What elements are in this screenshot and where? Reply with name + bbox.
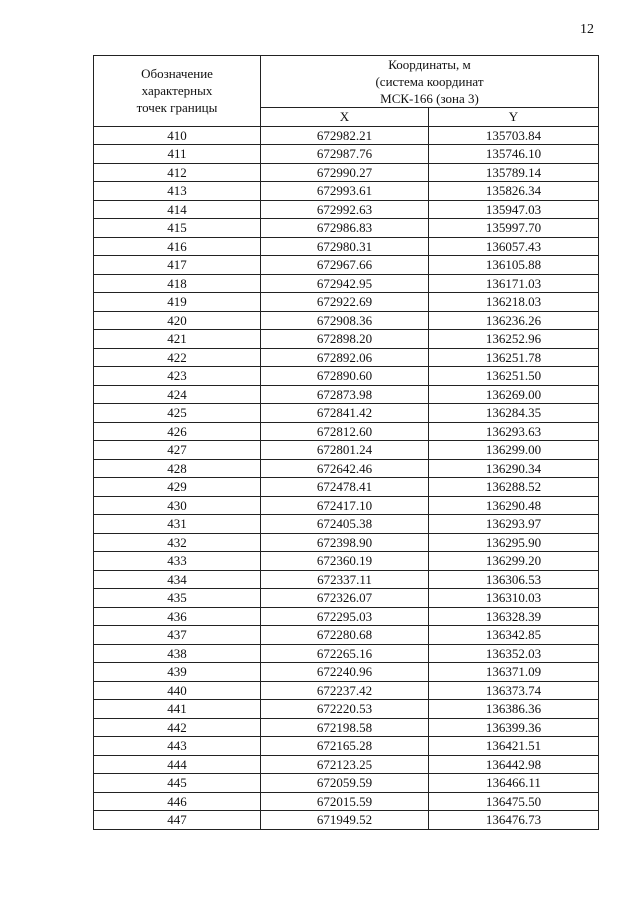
table-row	[94, 404, 599, 423]
table-row	[94, 755, 599, 774]
y-cell: 135947.03	[429, 200, 599, 219]
x-cell: 672015.59	[261, 792, 429, 811]
y-cell: 136293.97	[429, 515, 599, 534]
table-row	[94, 607, 599, 626]
table-row	[94, 644, 599, 663]
point-cell: 423	[94, 367, 261, 386]
point-cell: 414	[94, 200, 261, 219]
table-row	[94, 700, 599, 719]
point-cell: 446	[94, 792, 261, 811]
x-cell: 672801.24	[261, 441, 429, 460]
y-cell: 136252.96	[429, 330, 599, 349]
point-cell: 411	[94, 145, 261, 164]
page-number: 12	[580, 22, 594, 37]
table-row	[94, 441, 599, 460]
y-cell: 136288.52	[429, 478, 599, 497]
x-cell: 672841.42	[261, 404, 429, 423]
x-cell: 672892.06	[261, 348, 429, 367]
point-cell: 430	[94, 496, 261, 515]
x-cell: 672642.46	[261, 459, 429, 478]
x-cell: 672992.63	[261, 200, 429, 219]
point-cell: 441	[94, 700, 261, 719]
x-cell: 672237.42	[261, 681, 429, 700]
table-row	[94, 737, 599, 756]
y-cell: 136399.36	[429, 718, 599, 737]
point-cell: 415	[94, 219, 261, 238]
table-row	[94, 237, 599, 256]
header-y: Y	[429, 108, 599, 127]
point-cell: 440	[94, 681, 261, 700]
x-cell: 672890.60	[261, 367, 429, 386]
table-row	[94, 478, 599, 497]
table-row	[94, 811, 599, 830]
y-cell: 135826.34	[429, 182, 599, 201]
y-cell: 136218.03	[429, 293, 599, 312]
table-row	[94, 533, 599, 552]
point-cell: 418	[94, 274, 261, 293]
x-cell: 672942.95	[261, 274, 429, 293]
x-cell: 672405.38	[261, 515, 429, 534]
point-cell: 428	[94, 459, 261, 478]
table-row	[94, 792, 599, 811]
x-cell: 672295.03	[261, 607, 429, 626]
table-row	[94, 330, 599, 349]
table-row	[94, 552, 599, 571]
table-row	[94, 515, 599, 534]
header-point-designation	[94, 56, 261, 127]
y-cell: 136284.35	[429, 404, 599, 423]
point-cell: 438	[94, 644, 261, 663]
x-cell: 672812.60	[261, 422, 429, 441]
y-cell: 135746.10	[429, 145, 599, 164]
y-cell: 136105.88	[429, 256, 599, 275]
y-cell: 136475.50	[429, 792, 599, 811]
point-cell: 412	[94, 163, 261, 182]
x-cell: 672478.41	[261, 478, 429, 497]
table-row	[94, 126, 599, 145]
y-cell: 136251.78	[429, 348, 599, 367]
x-cell: 672326.07	[261, 589, 429, 608]
x-cell: 672417.10	[261, 496, 429, 515]
x-cell: 672337.11	[261, 570, 429, 589]
x-cell: 672987.76	[261, 145, 429, 164]
y-cell: 136386.36	[429, 700, 599, 719]
y-cell: 136466.11	[429, 774, 599, 793]
point-cell: 421	[94, 330, 261, 349]
y-cell: 136371.09	[429, 663, 599, 682]
table-row	[94, 626, 599, 645]
y-cell: 136373.74	[429, 681, 599, 700]
point-cell: 427	[94, 441, 261, 460]
point-cell: 447	[94, 811, 261, 830]
x-cell: 672967.66	[261, 256, 429, 275]
x-cell: 672198.58	[261, 718, 429, 737]
point-cell: 436	[94, 607, 261, 626]
header-coordinates-line: МСК-166 (зона 3)	[380, 91, 479, 106]
table-row	[94, 256, 599, 275]
y-cell: 136352.03	[429, 644, 599, 663]
y-cell: 135703.84	[429, 126, 599, 145]
table-row	[94, 311, 599, 330]
y-cell: 136421.51	[429, 737, 599, 756]
y-cell: 135789.14	[429, 163, 599, 182]
x-cell: 672265.16	[261, 644, 429, 663]
point-cell: 445	[94, 774, 261, 793]
y-cell: 136290.34	[429, 459, 599, 478]
x-cell: 672993.61	[261, 182, 429, 201]
x-cell: 672908.36	[261, 311, 429, 330]
header-x: X	[261, 108, 429, 127]
table-row	[94, 274, 599, 293]
y-cell: 136299.20	[429, 552, 599, 571]
table-row	[94, 182, 599, 201]
table-row	[94, 163, 599, 182]
y-cell: 136328.39	[429, 607, 599, 626]
point-cell: 444	[94, 755, 261, 774]
point-cell: 431	[94, 515, 261, 534]
point-cell: 432	[94, 533, 261, 552]
y-cell: 135997.70	[429, 219, 599, 238]
table-row	[94, 385, 599, 404]
header-coordinates-line: (система координат	[375, 74, 484, 89]
y-cell: 136171.03	[429, 274, 599, 293]
table-row	[94, 681, 599, 700]
y-cell: 136251.50	[429, 367, 599, 386]
point-cell: 429	[94, 478, 261, 497]
point-cell: 443	[94, 737, 261, 756]
y-cell: 136299.00	[429, 441, 599, 460]
point-cell: 422	[94, 348, 261, 367]
table-row	[94, 348, 599, 367]
point-cell: 419	[94, 293, 261, 312]
table-row	[94, 367, 599, 386]
point-cell: 410	[94, 126, 261, 145]
y-cell: 136476.73	[429, 811, 599, 830]
table-row	[94, 200, 599, 219]
x-cell: 672982.21	[261, 126, 429, 145]
table-row	[94, 496, 599, 515]
table-header	[94, 56, 599, 127]
point-cell: 439	[94, 663, 261, 682]
table-row	[94, 219, 599, 238]
x-cell: 672986.83	[261, 219, 429, 238]
table-row	[94, 570, 599, 589]
point-cell: 437	[94, 626, 261, 645]
point-cell: 434	[94, 570, 261, 589]
point-cell: 417	[94, 256, 261, 275]
x-cell: 672123.25	[261, 755, 429, 774]
header-designation-line: точек границы	[136, 100, 218, 116]
table-body	[94, 126, 599, 829]
header-row	[94, 56, 599, 108]
x-cell: 672873.98	[261, 385, 429, 404]
x-cell: 672898.20	[261, 330, 429, 349]
point-cell: 424	[94, 385, 261, 404]
header-designation-line: характерных	[141, 83, 213, 99]
x-cell: 672360.19	[261, 552, 429, 571]
table-row	[94, 459, 599, 478]
y-cell: 136290.48	[429, 496, 599, 515]
y-cell: 136295.90	[429, 533, 599, 552]
y-cell: 136269.00	[429, 385, 599, 404]
coordinates-table	[93, 55, 599, 830]
y-cell: 136310.03	[429, 589, 599, 608]
point-cell: 420	[94, 311, 261, 330]
point-cell: 426	[94, 422, 261, 441]
table-row	[94, 589, 599, 608]
header-designation-line: Обозначение	[141, 66, 213, 82]
point-cell: 413	[94, 182, 261, 201]
header-coordinates-line: Координаты, м	[388, 57, 471, 72]
table-row	[94, 422, 599, 441]
table-row	[94, 663, 599, 682]
x-cell: 672165.28	[261, 737, 429, 756]
x-cell: 672220.53	[261, 700, 429, 719]
y-cell: 136342.85	[429, 626, 599, 645]
y-cell: 136057.43	[429, 237, 599, 256]
y-cell: 136293.63	[429, 422, 599, 441]
x-cell: 672980.31	[261, 237, 429, 256]
x-cell: 672280.68	[261, 626, 429, 645]
table-row	[94, 293, 599, 312]
point-cell: 435	[94, 589, 261, 608]
point-cell: 433	[94, 552, 261, 571]
header-coordinates	[261, 56, 599, 108]
point-cell: 442	[94, 718, 261, 737]
y-cell: 136236.26	[429, 311, 599, 330]
x-cell: 672990.27	[261, 163, 429, 182]
x-cell: 672922.69	[261, 293, 429, 312]
point-cell: 416	[94, 237, 261, 256]
x-cell: 672059.59	[261, 774, 429, 793]
point-cell: 425	[94, 404, 261, 423]
table-row	[94, 145, 599, 164]
x-cell: 672398.90	[261, 533, 429, 552]
x-cell: 671949.52	[261, 811, 429, 830]
table-row	[94, 718, 599, 737]
y-cell: 136442.98	[429, 755, 599, 774]
x-cell: 672240.96	[261, 663, 429, 682]
y-cell: 136306.53	[429, 570, 599, 589]
table-row	[94, 774, 599, 793]
